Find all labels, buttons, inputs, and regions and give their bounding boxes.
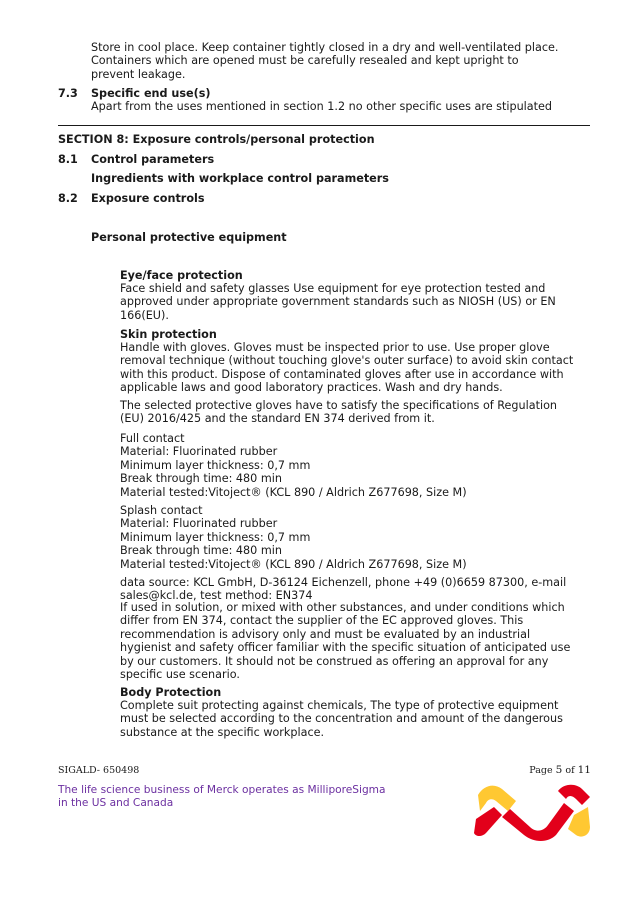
logo-red-wave bbox=[502, 803, 574, 841]
ppe-title: Personal protective equipment bbox=[91, 231, 287, 244]
page-of: of bbox=[565, 765, 575, 776]
section-7-3-title: Specific end use(s) bbox=[91, 87, 211, 100]
page-prefix: Page bbox=[529, 765, 553, 776]
section-8-1-subtitle: Ingredients with workplace control parameters bbox=[91, 172, 389, 185]
merck-tagline: The life science business of Merck operates as MilliporeSigma in the US and Canada bbox=[58, 784, 386, 810]
full-contact-tested: Material tested:Vitoject® (KCL 890 / Aldrich Z677698, Size M) bbox=[120, 485, 467, 499]
splash-contact-break-through: Break through time: 480 min bbox=[120, 544, 282, 558]
document-id: SIGALD- 650498 bbox=[58, 765, 140, 776]
solution-use-text: If used in solution, or mixed with other substances, and under conditions which differ from EN 374, contact the supplier of the EC approved gloves. This recommendation is advisory only and must be evaluated by an industrial hygienist and safety officer familiar with the specific situation of anticipated use by our customers. It should not be construed as offering an approval for any specific use scenario. bbox=[120, 601, 571, 682]
skin-protection-title: Skin protection bbox=[120, 328, 217, 341]
logo-red-left bbox=[474, 807, 502, 836]
full-contact-label: Full contact bbox=[120, 432, 185, 445]
body-protection-body: Complete suit protecting against chemicals, The type of protective equipment must be selected according to the concentration and amount of the dangerous substance at the specific workplace. bbox=[120, 699, 563, 739]
page-total: 11 bbox=[577, 764, 591, 776]
section-8-2-number: 8.2 bbox=[58, 192, 78, 205]
section-8-title: SECTION 8: Exposure controls/personal protection bbox=[58, 133, 375, 146]
full-contact-block bbox=[120, 432, 580, 499]
skin-protection-body: Handle with gloves. Gloves must be inspected prior to use. Use proper glove removal technique (without touching glove's outer surface) to avoid skin contact with this product. Dispose of contaminated gloves after use in accordance with applicable laws and good laboratory practices. Wash and dry hands. bbox=[120, 341, 574, 395]
merck-logo bbox=[472, 781, 592, 843]
logo-red-top-right bbox=[558, 785, 590, 805]
splash-contact-block bbox=[120, 504, 580, 571]
storage-text: Store in cool place. Keep container tightly closed in a dry and well-ventilated place. Containers which are opened must be carefully resealed and kept upright to prevent leakage. bbox=[91, 41, 559, 81]
section-divider bbox=[58, 125, 590, 126]
body-protection-title: Body Protection bbox=[120, 686, 222, 699]
section-8-1-title: Control parameters bbox=[91, 153, 215, 166]
section-8-1-number: 8.1 bbox=[58, 153, 78, 166]
full-contact-break-through: Break through time: 480 min bbox=[120, 472, 282, 486]
section-7-3-number: 7.3 bbox=[58, 87, 78, 100]
full-contact-material: Material: Fluorinated rubber bbox=[120, 445, 278, 459]
section-7-3-body: Apart from the uses mentioned in section 1.2 no other specific uses are stipulated bbox=[91, 100, 553, 113]
page-current: 5 bbox=[555, 764, 563, 776]
eye-protection-title: Eye/face protection bbox=[120, 269, 243, 282]
splash-contact-label: Splash contact bbox=[120, 504, 203, 517]
glove-regulation-text: The selected protective gloves have to satisfy the specifications of Regulation (EU) 2016/425 and the standard EN 374 derived from it. bbox=[120, 399, 558, 426]
splash-contact-tested: Material tested:Vitoject® (KCL 890 / Aldrich Z677698, Size M) bbox=[120, 557, 467, 571]
splash-contact-material: Material: Fluorinated rubber bbox=[120, 517, 278, 531]
logo-yellow-top-left bbox=[478, 786, 516, 811]
eye-protection-body: Face shield and safety glasses Use equipment for eye protection tested and approved under appropriate government standards such as NIOSH (US) or EN 166(EU). bbox=[120, 282, 556, 322]
page-number bbox=[529, 764, 591, 777]
splash-contact-thickness: Minimum layer thickness: 0,7 mm bbox=[120, 530, 311, 544]
full-contact-thickness: Minimum layer thickness: 0,7 mm bbox=[120, 458, 311, 472]
data-source-text: data source: KCL GmbH, D-36124 Eichenzell, phone +49 (0)6659 87300, e-mail sales@kcl.de, test method: EN374 bbox=[120, 576, 567, 603]
section-8-2-title: Exposure controls bbox=[91, 192, 205, 205]
